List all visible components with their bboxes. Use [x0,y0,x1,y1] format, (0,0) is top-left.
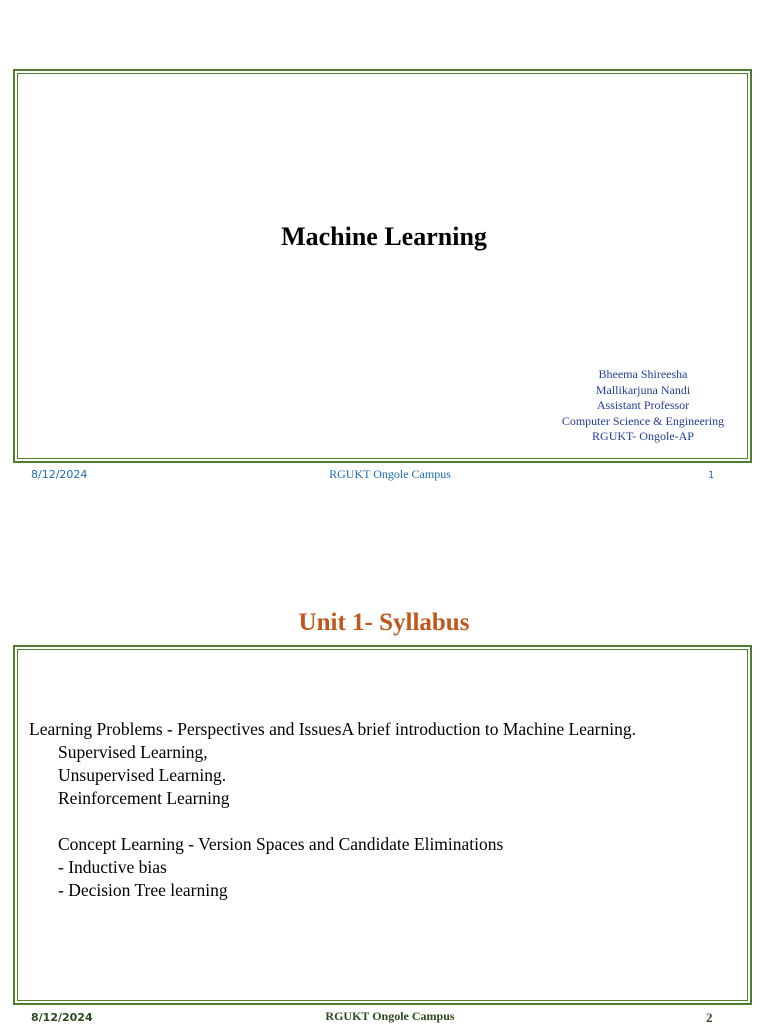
slide-1-authors [540,367,746,445]
syllabus-line: Concept Learning - Version Spaces and Candidate Eliminations [58,834,504,854]
syllabus-line: - Decision Tree learning [58,880,228,900]
syllabus-line: - Inductive bias [58,857,167,877]
slide-2-page-number: 2 [706,1010,713,1025]
syllabus-line: Learning Problems - Perspectives and IssuesA brief introduction to Machine Learning. [29,719,636,739]
author-line: Bheema Shireesha [598,367,688,381]
syllabus-line: Supervised Learning, [58,742,208,762]
author-line: RGUKT- Ongole-AP [592,429,694,443]
syllabus-content [29,718,749,902]
slide-1-page-number: 1 [708,470,715,481]
slide-2-footer-center: RGUKT Ongole Campus [325,1009,455,1023]
author-line: Assistant Professor [596,398,690,412]
author-line: Computer Science & Engineering [561,413,725,428]
slide-2-title: Unit 1- Syllabus [298,609,470,636]
spacer [29,810,749,833]
slide-1-title: Machine Learning [281,222,487,251]
syllabus-line: Reinforcement Learning [58,788,230,808]
slide-2-footer-date: 8/12/2024 [31,1011,93,1024]
slide-1-footer-center: RGUKT Ongole Campus [329,467,451,481]
slide-1-footer-date: 8/12/2024 [31,468,88,481]
syllabus-line: Unsupervised Learning. [58,765,227,785]
author-line: Mallikarjuna Nandi [595,382,691,397]
